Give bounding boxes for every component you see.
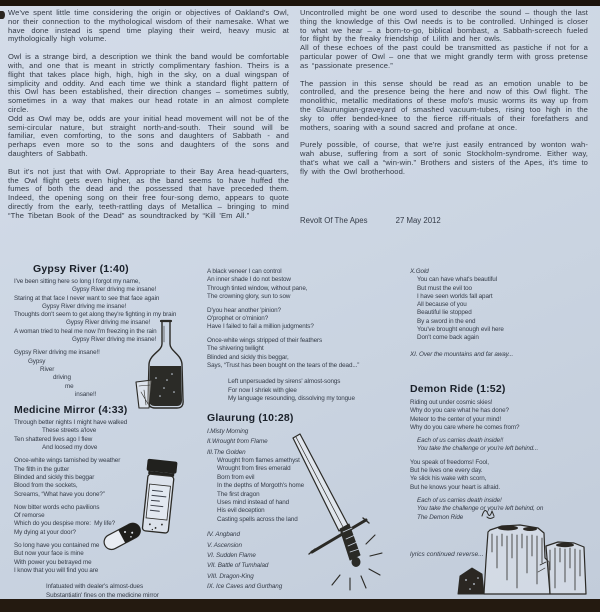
lyric-line: Screams, “What have you done?” — [14, 490, 105, 498]
lyric-line: Blinded and sickly this beggar — [14, 473, 95, 481]
lyric-line: VII. Battle of Tumhalad — [207, 562, 269, 570]
lyric-line: Gypsy River driving me insane! — [66, 319, 151, 327]
lyric-line: Of remorse — [14, 512, 45, 520]
lyric-line: But must the evil too — [417, 284, 472, 292]
lyric-line: VIII. Dragon-King — [207, 572, 254, 580]
lyric-line: With power you betrayed me — [14, 558, 92, 566]
lyric-line: But now your face is mine — [14, 550, 84, 558]
paragraph: The passion in this sense should be read as an emotion unable to be controlled, and the presence being the here and now of this Owl flight. The monolithic, metallic meditations of these mofo's music worms its way up from the Glaurungian-graveyard of smashed vacuum-tubes, rising too high in the sky to offer bended-knee to the fierce riff-rituals of their forefathers and mothers, soaring with a sound sacred and profane at once. — [300, 78, 588, 132]
lyric-spacer — [410, 343, 596, 348]
lyric-line: Why do you care what he has done? — [410, 407, 509, 415]
bottle-illustration — [134, 318, 196, 414]
photo-edge-top — [0, 0, 600, 6]
lyric-line: You can have what's beautiful — [417, 276, 497, 284]
paragraph: We've spent little time considering the origin or objectives of Oakland's Owl, nor their connection to the mythological wisdom of their namesake. What we have done instead is spend time playing their weird, heavy music at mythologically high volume. — [8, 8, 289, 44]
lyric-line: Each of us carries death inside! — [417, 496, 502, 504]
ink-doodle — [479, 503, 501, 521]
lyric-line: You've brought enough evil here — [417, 326, 504, 334]
lyric-line: X.Gold — [410, 268, 429, 275]
lyric-line: insane!! — [75, 390, 97, 398]
lyric-line: Once-white wings tarnished by weather — [14, 457, 121, 465]
lyric-line: I.Misty Morning — [207, 427, 249, 435]
lyric-line: Left unpersuaded by sirens' almost-songs — [228, 378, 341, 386]
lyric-line: By a sword in the end — [417, 317, 476, 325]
lyric-line: The Demon Ride — [417, 513, 464, 521]
lyric-line: For now I shriek with glee — [228, 386, 297, 394]
lyric-line: Now bitter words echo pavilions — [14, 503, 100, 511]
lyric-line: His evil deception — [217, 507, 265, 515]
lyric-line: Have I failed to fail a million judgments? — [207, 323, 314, 331]
lyric-line: And loosed my dove — [42, 444, 98, 452]
lyric-line: II.Wrought from Flame — [207, 438, 268, 446]
lyric-line: But he knows your heart is afraid. — [410, 483, 501, 491]
lyric-line: Through tinted window, without pane, — [207, 284, 308, 292]
lyric-line: driving — [53, 374, 71, 382]
lyric-line: Once-white wings stripped of their feathers — [207, 336, 323, 344]
lyric-line: Why do you care where he comes from? — [410, 423, 520, 431]
lyric-line: Ye slick his wake with scorn, — [410, 475, 487, 483]
lyric-line: An inner shade I do not bestow — [207, 276, 291, 284]
glaurung-lyrics-continued — [410, 263, 596, 359]
prose-column-left — [8, 9, 289, 221]
lyric-line: You take the challenge or you're left behind... — [417, 445, 539, 453]
lyric-line: The filth in the gutter — [14, 465, 70, 473]
lyric-line: Uses mind instead of hand — [217, 498, 290, 506]
lyric-line: Staring at that face I never want to see that face again — [14, 294, 160, 302]
lyric-line: Gypsy River driving me insane! — [42, 302, 127, 310]
lyric-line: But he lives one every day. — [410, 467, 483, 475]
lyric-line: I know that you will find you are — [14, 566, 99, 574]
lyric-line: I have seen worlds fall apart — [417, 292, 493, 300]
lyric-line: These streets a'love — [42, 427, 97, 435]
song-title-glaurung: Glaurung (10:28) — [207, 411, 294, 424]
lyric-line: Thoughts don't seem to get along they're fighting in my brain — [14, 311, 177, 319]
lyric-line: A woman tried to heal me now I'm freezing in the rain — [14, 327, 157, 335]
lyric-line: Which do you despise more: My life? — [14, 520, 116, 528]
lyric-line: XI. Over the mountains and far away... — [410, 350, 514, 358]
lyric-line: Riding out under cosmic skies! — [410, 398, 493, 406]
signature-date: 27 May 2012 — [395, 216, 441, 225]
medicine-mirror-lyrics-continued — [207, 263, 407, 404]
lyric-line: In the depths of Morgoth's home — [217, 482, 305, 490]
lyric-line: So long have you contained me — [14, 542, 100, 550]
lyric-line: VI. Sudden Flame — [207, 551, 256, 559]
lyric-line: O'prophet or o'minion? — [207, 315, 269, 323]
lyric-line: The shivering twilight — [207, 345, 264, 353]
lyric-line: IX. Ice Caves and Gurthang — [207, 583, 283, 591]
lyrics-continued-note: lyrics continued reverse... — [410, 551, 484, 558]
paragraph: Uncontrolled might be one word used to describe the sound – though the last thing the knowledge of this Owl needs is to be controlled. Unhinged is closer to what we hear – a born-to-go, biblical bombast, a Sabbath-screech fueled for flight by the freaky friendship of Lilith and her owls. — [300, 8, 588, 44]
paragraph: But it's not just that with Owl. Appropriate to their Bay Area head-quarters, the Owl flight gets even higher, as the band seems to have huffed the fumes of both the dead and the possessed that have preceded them. Indeed, the opening song on their free four-song demo, appears to quote directly from the early, teeth-rattling days of Metallica – bringing to mind “The Tibetan Book of the Dead” as soundtracked by “Kill 'Em All.” — [8, 166, 289, 220]
lyric-line: A black veneer I can control — [207, 268, 282, 275]
lyric-line: Says, “Trust has been bought on the tears of the dead...” — [207, 362, 360, 370]
paragraph: Owl is a strange bird, a description we think the band would be comfortable with, and one that is meant in strictly complimentary fashion. Theirs is a flight that takes place high, high, high in the sky, on a dual wingspan of simplicity and oddity. And each time we think a standard flight pattern of this Owl has been established, their direction changes – sometimes subtly, sometimes in a way that makes our head rotate in an almost complete circle. — [8, 52, 289, 114]
signature-line — [300, 216, 441, 225]
song-title-medicine-mirror: Medicine Mirror (4:33) — [14, 404, 128, 417]
lyric-line: Beautiful lie stopped — [417, 309, 472, 317]
lyric-line: Each of us carries death inside!! — [417, 437, 504, 445]
lyric-line: Through better nights I might have walked — [14, 419, 128, 427]
lyric-line: My dying at your door? — [14, 528, 76, 536]
demon-ride-lyrics — [410, 399, 596, 522]
lyric-line: Don't come back again — [417, 334, 479, 342]
paragraph: Purely possible, of course, that we're just easily entranced by wonton wah-wah abuse, suffering from a sort of sonic Stockholm-syndrome. Either way, that's what we call a “win-win.” Brothers and sisters of the Apes, it's time to fly with the Owl brotherhood. — [300, 140, 588, 176]
lyric-line: III.The Golden — [207, 448, 246, 456]
lyric-line: V. Ascension — [207, 541, 242, 549]
signature-author: Revolt Of The Apes — [300, 216, 368, 225]
lyric-line: Ten shattered lives ago I flew — [14, 435, 93, 443]
lyric-line: All because of you — [417, 301, 467, 309]
paragraph: All of these echoes of the past could be transmitted as pastiche if not for a particular power of Owl – one that we might grandly term with gross pretense as “passionate presence.” — [300, 43, 588, 70]
lyric-line: River — [40, 365, 55, 373]
lyric-line: Wrought from fires emerald — [217, 465, 291, 473]
lyric-line: Casting spells across the land — [217, 515, 298, 523]
song-title-demon-ride: Demon Ride (1:52) — [410, 382, 506, 395]
lyric-line: The crowning glory, sun to sow — [207, 293, 291, 301]
paragraph: Odd as Owl may be, odds are your initial head movement will not be of the semi-circular nature, but straight north-and-south. Their sound will be familiar, even comforting, to the sons and daughters of Sabbath - and perhaps even more so to the sons and daughters of the sons and daughters of Sabbath. — [8, 113, 289, 158]
lyric-line: Blinded and sickly this beggar, — [207, 353, 289, 361]
lyric-line: My language resounding, dissolving my tongue — [228, 395, 355, 403]
lyric-line: You speak of freedoms! Fool, — [410, 458, 489, 466]
photo-edge-bottom — [0, 599, 600, 612]
lyric-line: D'you hear another 'pinion? — [207, 306, 281, 314]
lyric-line: IV. Angband — [207, 531, 240, 539]
lyric-line: Meteor to the center of your mind! — [410, 415, 502, 423]
sword-illustration — [276, 428, 386, 592]
lyric-line: Gypsy River driving me insane! — [72, 336, 157, 344]
prose-column-right — [300, 9, 588, 177]
lyric-line: I've been sitting here so long I forgot my name, — [14, 278, 140, 285]
lyric-line: Infatuated with dealer's almost-dues — [46, 583, 144, 591]
rock-formation-illustration — [450, 518, 600, 599]
lyric-line: Blood from the sockets, — [14, 482, 78, 490]
song-title-gypsy-river: Gypsy River (1:40) — [33, 263, 129, 275]
lyric-line: Gypsy River driving me insane!! — [14, 349, 100, 357]
lyric-line: me — [65, 382, 74, 390]
lyric-line: Born from evil — [217, 473, 255, 481]
edge-smudge — [0, 11, 5, 19]
lyric-line: Gypsy — [28, 357, 46, 365]
lyric-line: Wrought from flames amethyst — [217, 456, 300, 464]
lyric-line: Substantiatin' fines on the medicine mirror — [46, 591, 159, 599]
lyric-spacer — [207, 370, 407, 375]
lyric-line: Gypsy River driving me insane! — [72, 286, 157, 294]
lyric-line: The first dragon — [217, 490, 260, 498]
lyric-line: You take the challenge or you're left behind, on — [417, 505, 544, 513]
pill-bottle-illustration — [100, 455, 184, 555]
lyrics-column-3 — [410, 263, 596, 522]
